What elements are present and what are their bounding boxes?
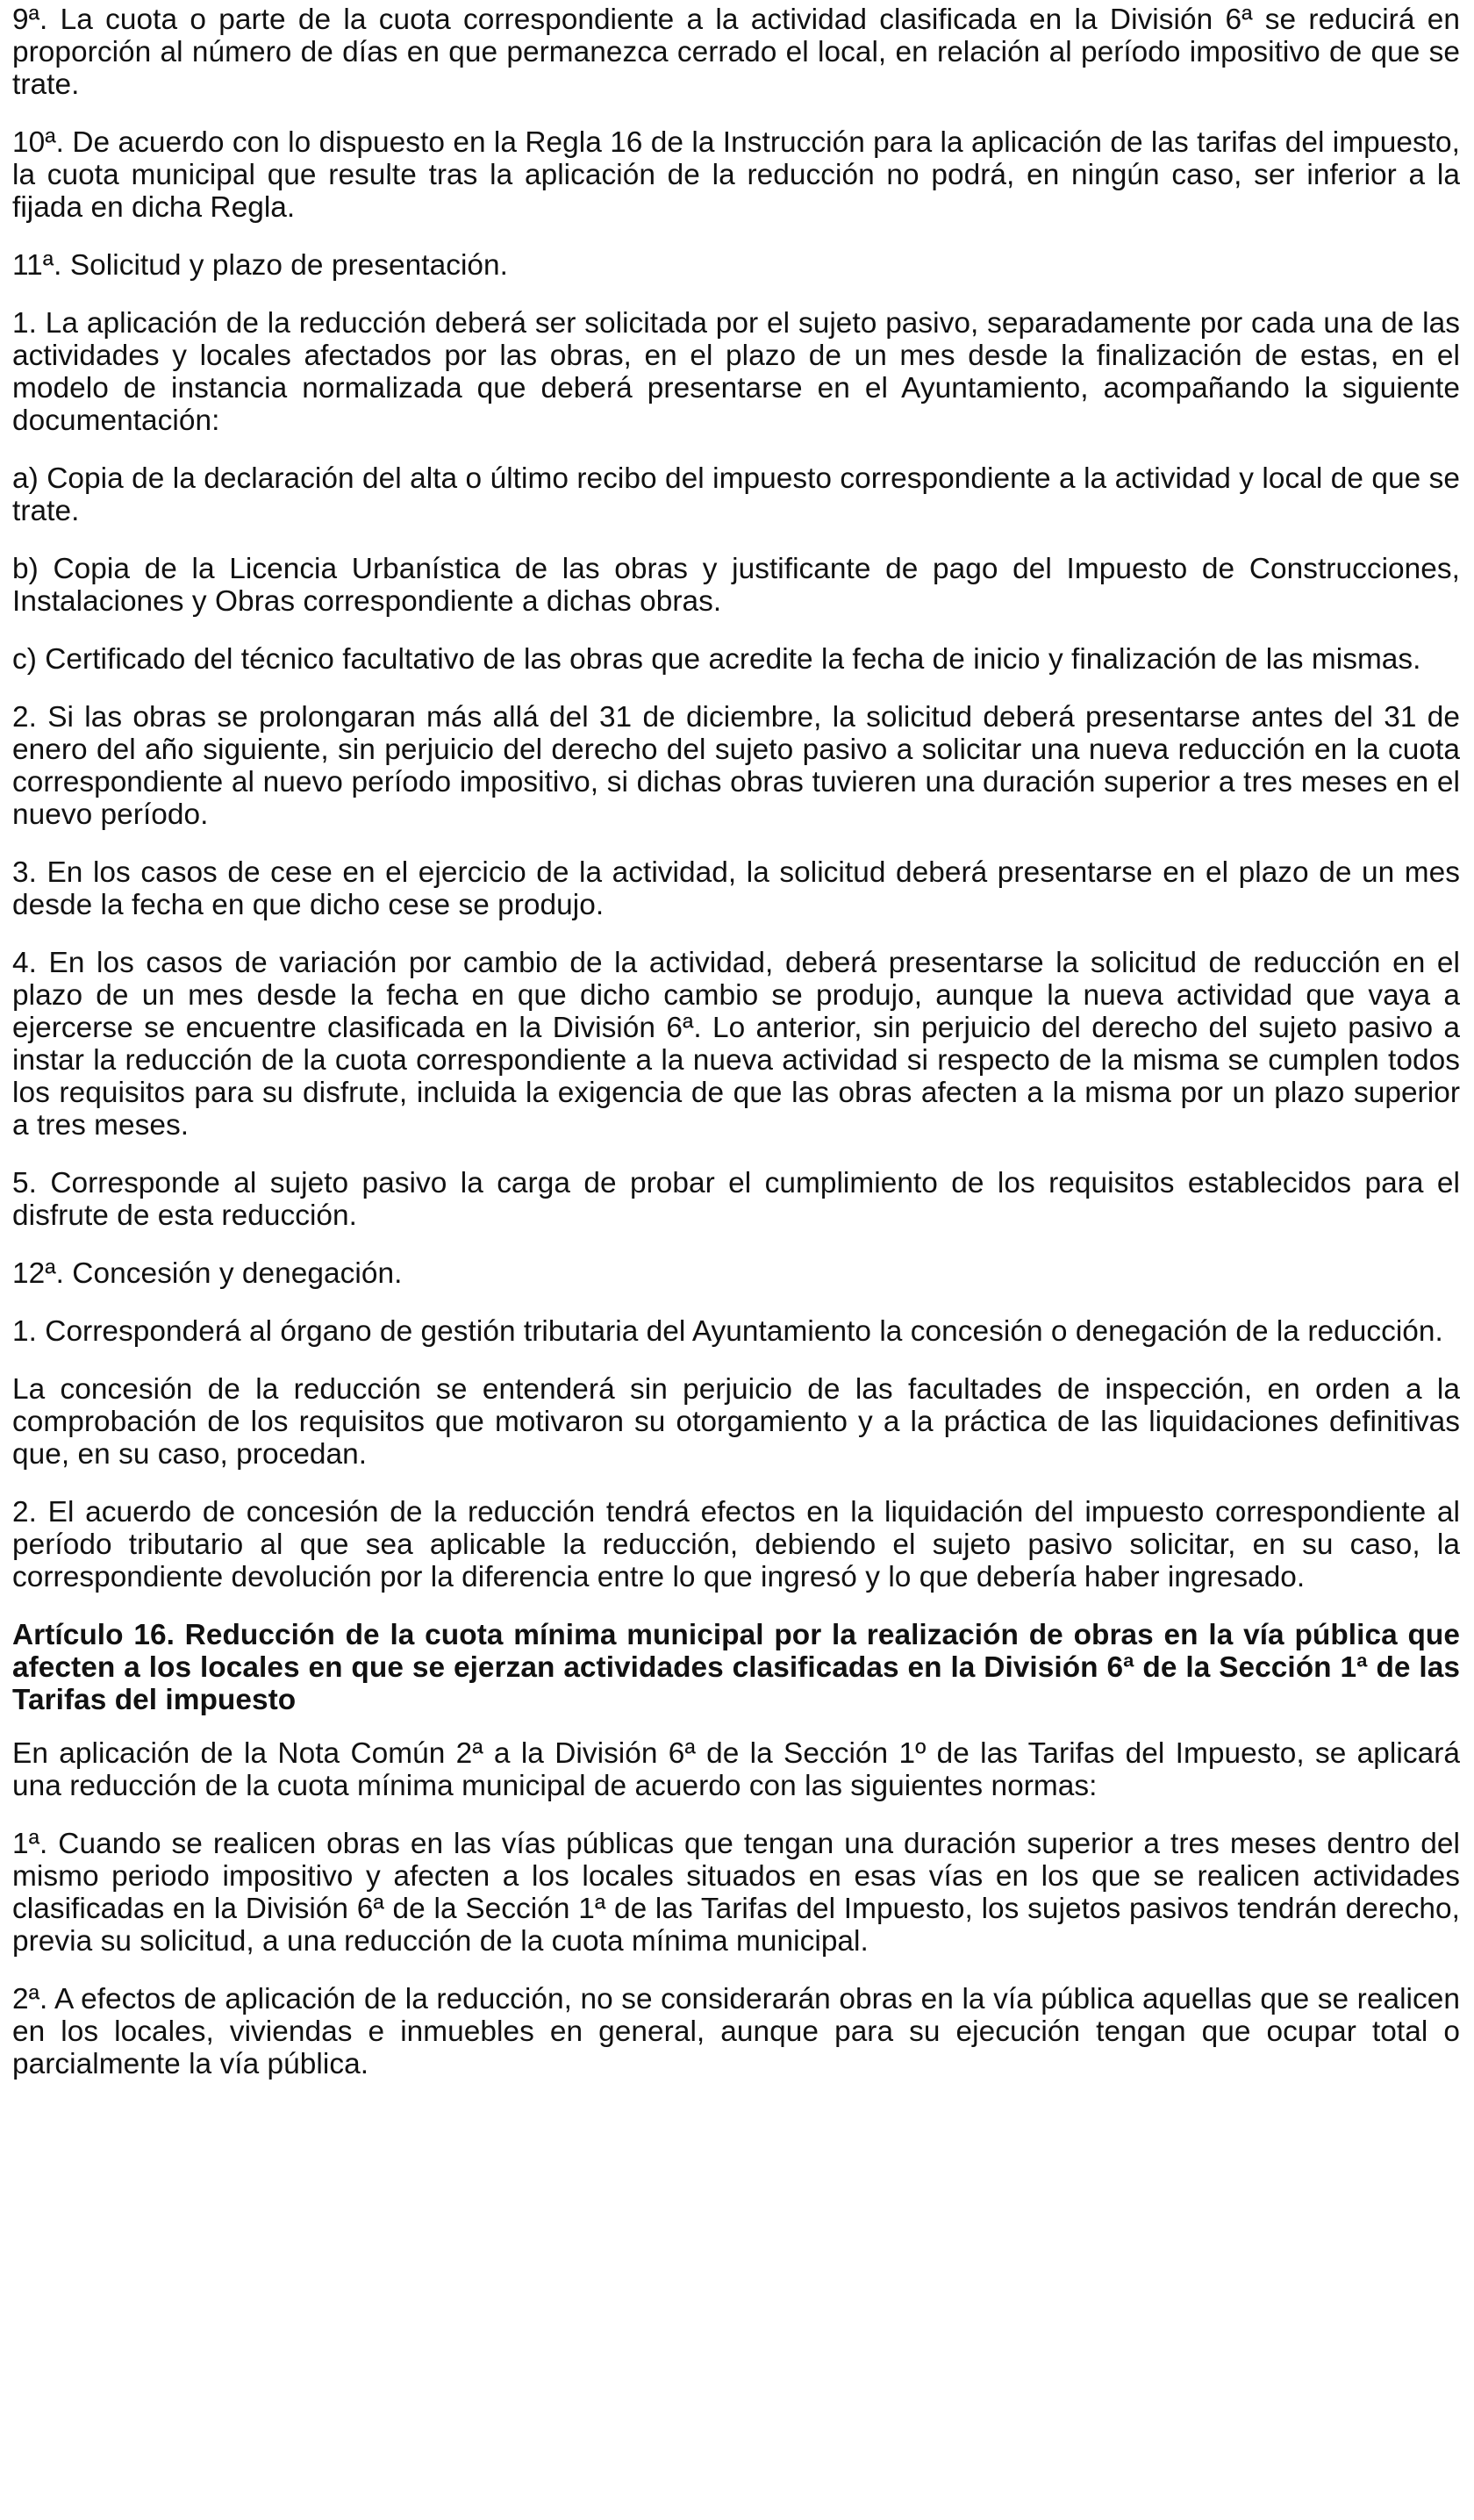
paragraph-rule-11-title: 11ª. Solicitud y plazo de presentación. bbox=[12, 249, 508, 282]
paragraph-rule-11-item-c: c) Certificado del técnico facultativo de las obras que acredite la fecha de inicio y finalización de las mismas. bbox=[12, 643, 1421, 676]
paragraph-rule-11-point-2: 2. Si las obras se prolongaran más allá del 31 de diciembre, la solicitud deberá presentarse antes del 31 de enero del año siguiente, sin perjuicio del derecho del sujeto pasivo a solicitar una nueva reducción en la cuota correspondiente al nuevo período impositivo, si dichas obras tuvieren una duración superior a tres meses en el nuevo período. bbox=[12, 701, 1460, 831]
paragraph-rule-12-point-2: 2. El acuerdo de concesión de la reducción tendrá efectos en la liquidación del impuesto correspondiente al período tributario al que sea aplicable la reducción, debiendo el sujeto pasivo solicitar, en su caso, la correspondiente devolución por la diferencia entre lo que ingresó y lo que debería haber ingresado. bbox=[12, 1496, 1460, 1593]
paragraph-rule-12-title: 12ª. Concesión y denegación. bbox=[12, 1257, 403, 1290]
article-16-intro: En aplicación de la Nota Común 2ª a la División 6ª de la Sección 1º de las Tarifas del Impuesto, se aplicará una reducción de la cuota mínima municipal de acuerdo con las siguientes normas: bbox=[12, 1737, 1460, 1802]
paragraph-rule-11-item-b: b) Copia de la Licencia Urbanística de las obras y justificante de pago del Impuesto de Construcciones, Instalaciones y Obras correspondiente a dichas obras. bbox=[12, 553, 1460, 618]
document-page bbox=[12, 0, 1460, 2106]
paragraph-rule-12-point-1: 1. Corresponderá al órgano de gestión tributaria del Ayuntamiento la concesión o denegación de la reducción. bbox=[12, 1315, 1443, 1348]
paragraph-rule-12-inspection: La concesión de la reducción se entenderá sin perjuicio de las facultades de inspección, en orden a la comprobación de los requisitos que motivaron su otorgamiento y a la práctica de las liquidaciones definitivas que, en su caso, procedan. bbox=[12, 1373, 1460, 1471]
paragraph-rule-11-point-4: 4. En los casos de variación por cambio de la actividad, deberá presentarse la solicitud de reducción en el plazo de un mes desde la fecha en que dicho cambio se produjo, aunque la nueva actividad que vaya a ejercerse se encuentre clasificada en la División 6ª. Lo anterior, sin perjuicio del derecho del sujeto pasivo a instar la reducción de la cuota correspondiente a la nueva actividad si respecto de la misma se cumplen todos los requisitos para su disfrute, incluida la exigencia de que las obras afecten a la misma por un plazo superior a tres meses. bbox=[12, 947, 1460, 1142]
paragraph-rule-10: 10ª. De acuerdo con lo dispuesto en la Regla 16 de la Instrucción para la aplicación de las tarifas del impuesto, la cuota municipal que resulte tras la aplicación de la reducción no podrá, en ningún caso, ser inferior a la fijada en dicha Regla. bbox=[12, 126, 1460, 224]
article-16-heading: Artículo 16. Reducción de la cuota mínima municipal por la realización de obras en la vía pública que afecten a los locales en que se ejerzan actividades clasificadas en la División 6ª de la Sección 1ª de las Tarifas del impuesto bbox=[12, 1619, 1460, 1716]
article-16-rule-2: 2ª. A efectos de aplicación de la reducción, no se considerarán obras en la vía pública aquellas que se realicen en los locales, viviendas e inmuebles en general, aunque para su ejecución tengan que ocupar total o parcialmente la vía pública. bbox=[12, 1983, 1460, 2080]
paragraph-rule-9: 9ª. La cuota o parte de la cuota correspondiente a la actividad clasificada en la División 6ª se reducirá en proporción al número de días en que permanezca cerrado el local, en relación al período impositivo de que se trate. bbox=[12, 4, 1460, 101]
paragraph-rule-11-point-5: 5. Corresponde al sujeto pasivo la carga de probar el cumplimiento de los requisitos establecidos para el disfrute de esta reducción. bbox=[12, 1167, 1460, 1232]
paragraph-rule-11-point-3: 3. En los casos de cese en el ejercicio de la actividad, la solicitud deberá presentarse en el plazo de un mes desde la fecha en que dicho cese se produjo. bbox=[12, 856, 1460, 921]
paragraph-rule-11-point-1: 1. La aplicación de la reducción deberá ser solicitada por el sujeto pasivo, separadamente por cada una de las actividades y locales afectados por las obras, en el plazo de un mes desde la finalización de estas, en el modelo de instancia normalizada que deberá presentarse en el Ayuntamiento, acompañando la siguiente documentación: bbox=[12, 307, 1460, 437]
article-16-rule-1: 1ª. Cuando se realicen obras en las vías públicas que tengan una duración superior a tres meses dentro del mismo periodo impositivo y afecten a los locales situados en esas vías en los que se realicen actividades clasificadas en la División 6ª de la Sección 1ª de las Tarifas del Impuesto, los sujetos pasivos tendrán derecho, previa su solicitud, a una reducción de la cuota mínima municipal. bbox=[12, 1828, 1460, 1958]
paragraph-rule-11-item-a: a) Copia de la declaración del alta o último recibo del impuesto correspondiente a la actividad y local de que se trate. bbox=[12, 462, 1460, 527]
